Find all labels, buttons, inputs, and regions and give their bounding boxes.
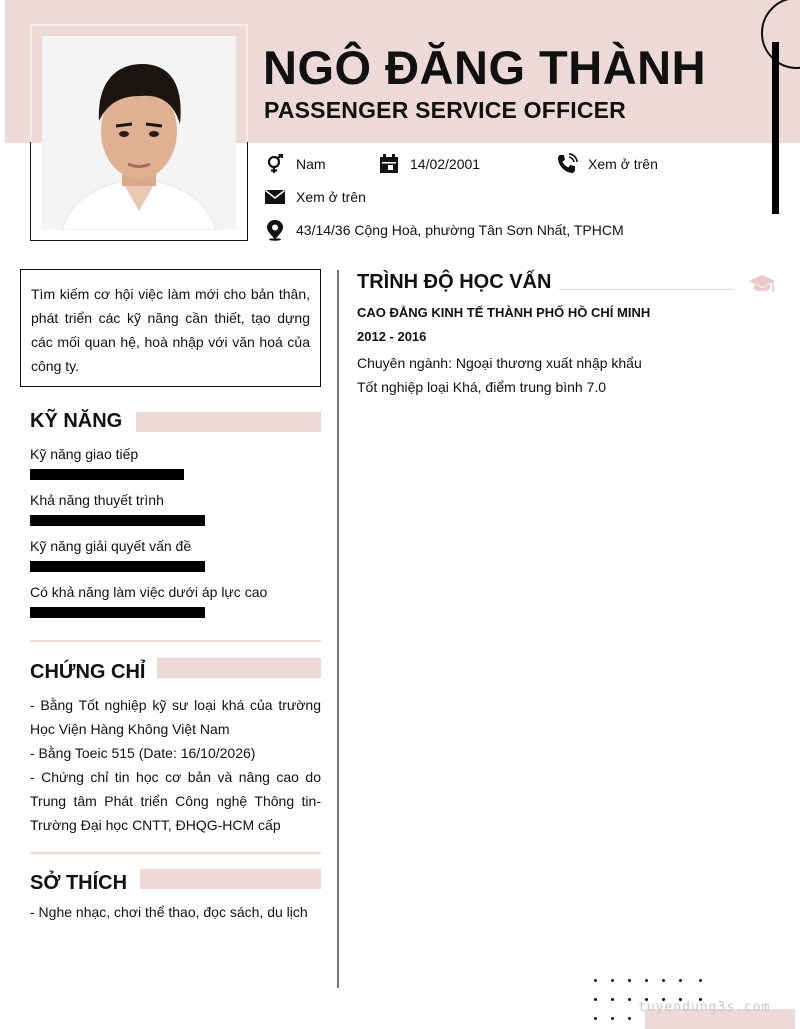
candidate-name: NGÔ ĐĂNG THÀNH [263,41,707,94]
skill-level-bar [30,469,184,480]
email-value: Xem ở trên [296,189,366,205]
certificate-item: - Bằng Toeic 515 (Date: 16/10/2026) [30,745,256,761]
skills-title-accent [136,412,321,432]
phone-value: Xem ở trên [588,156,658,172]
phone-info [556,153,658,175]
skill-level-bar [30,515,205,526]
education-years: 2012 - 2016 [357,329,427,344]
skill-label: Có khả năng làm việc dưới áp lực cao [30,584,268,600]
graduation-cap-icon [748,273,776,295]
section-divider [30,852,321,854]
watermark: tuyendung3s.com [638,1000,771,1015]
education-major: Chuyên ngành: Ngoại thương xuất nhập khẩu [357,355,642,371]
calendar-icon [378,153,400,175]
dob-value: 14/02/2001 [410,156,481,172]
skill-label: Kỹ năng giải quyết vấn đề [30,538,192,554]
skill-label: Kỹ năng giao tiếp [30,446,139,462]
education-title-rule [559,289,733,290]
phone-icon [556,153,578,175]
skill-level-bar [30,607,205,618]
education-title: TRÌNH ĐỘ HỌC VẤN [357,271,552,293]
certificates-title-accent [157,658,321,678]
skill-label: Khả năng thuyết trình [30,492,164,508]
gender-icon [264,153,286,175]
certificates-list [30,693,321,837]
photo-frame-accent [30,24,248,142]
dob-info [378,153,480,175]
education-school: CAO ĐẲNG KINH TẾ THÀNH PHỐ HỒ CHÍ MINH [357,305,651,320]
certificate-item: - Bằng Tốt nghiệp kỹ sư loại khá của trường Học Viện Hàng Không Việt Nam [30,697,321,737]
hobbies-text: - Nghe nhạc, chơi thể thao, đọc sách, du lịch [30,904,308,920]
email-info [264,186,366,208]
section-divider [30,640,321,642]
certificates-title: CHỨNG CHỈ [30,661,146,683]
envelope-icon [264,186,286,208]
career-objective: Tìm kiếm cơ hội việc làm mới cho bản thân, phát triển các kỹ năng cần thiết, tạo dựng các mối quan hệ, hoà nhập với văn hoá của công ty. [20,269,321,387]
decorative-vertical-bar [772,42,779,214]
job-title: PASSENGER SERVICE OFFICER [264,97,626,123]
certificate-item: - Chứng chỉ tin học cơ bản và nâng cao do Trung tâm Phát triển Công nghệ Thông tin- Trường Đại học CNTT, ĐHQG-HCM cấp [30,769,321,833]
gender-info [264,153,326,175]
hobbies-title-accent [140,869,321,889]
education-result: Tốt nghiệp loại Khá, điểm trung bình 7.0 [357,379,607,395]
address-value: 43/14/36 Cộng Hoà, phường Tân Sơn Nhất, TPHCM [296,222,624,238]
skills-title: KỸ NĂNG [30,410,123,432]
skill-level-bar [30,561,205,572]
map-pin-icon [264,219,286,241]
column-divider [337,270,339,988]
hobbies-title: SỞ THÍCH [30,872,128,894]
gender-value: Nam [296,156,326,172]
address-info [264,219,624,241]
